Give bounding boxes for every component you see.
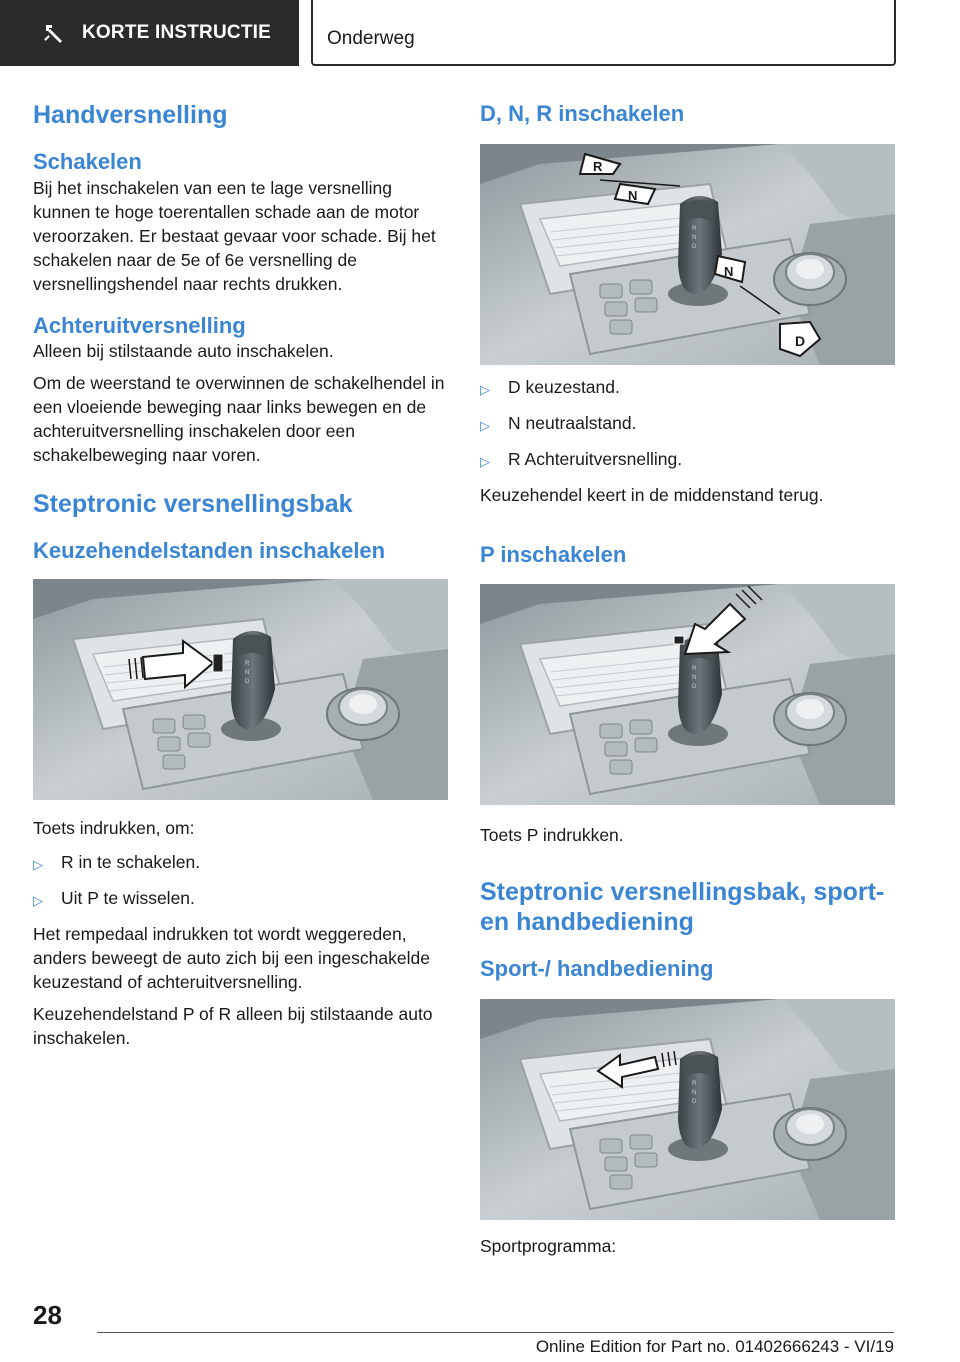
list-item: ▷ N neutraalstand. — [480, 411, 895, 438]
section-title: Onderweg — [327, 28, 415, 49]
triangle-bullet-icon: ▷ — [480, 381, 490, 397]
heading-reverse-gear: Achteruitversnelling — [33, 312, 246, 338]
paragraph-return-center: Keuzehendel keert in de middenstand terug. — [480, 484, 824, 505]
figure-sport — [480, 999, 895, 1220]
heading-selector-positions: Keuzehendelstanden inschakelen — [33, 538, 386, 563]
heading-p: P inschakelen — [480, 541, 627, 567]
triangle-bullet-icon: ▷ — [480, 417, 490, 433]
heading-shifting: Schakelen — [33, 149, 142, 174]
figure-selector-button — [33, 579, 448, 800]
heading-dnr: D, N, R inschakelen — [480, 101, 685, 126]
list-press-button — [33, 850, 448, 913]
triangle-bullet-icon: ▷ — [480, 453, 490, 469]
console-illustration — [480, 584, 895, 805]
chapter-tab[interactable] — [0, 0, 299, 66]
section-header — [311, 0, 896, 66]
wrench-icon — [40, 19, 68, 47]
paragraph-brake: Het rempedaal indrukken tot wordt weggereden, anders beweegt de auto zich bij een ingeschakelde keuzestand of achteruitversnelling. — [33, 923, 430, 992]
figure-dnr — [480, 144, 895, 365]
triangle-bullet-icon: ▷ — [33, 856, 43, 872]
paragraph-reverse-1: Alleen bij stilstaande auto inschakelen. — [33, 341, 334, 361]
list-dnr — [480, 375, 895, 474]
paragraph-sport-program: Sportprogramma: — [480, 1235, 617, 1256]
label-r: R — [593, 158, 603, 174]
list-item: ▷ D keuzestand. — [480, 375, 895, 402]
label-n-2: N — [724, 263, 734, 279]
paragraph-reverse-2: Om de weerstand te overwinnen de schakelhendel in een vloeiende beweging naar links bewegen en de achteruitversnelling inschakelen door een schakelbeweging naar voren. — [33, 373, 445, 465]
figure-p — [480, 584, 895, 805]
list-item: ▷ R Achteruitversnelling. — [480, 447, 895, 474]
heading-steptronic: Steptronic versnellingsbak — [33, 490, 353, 518]
footer-edition: Online Edition for Part no. 01402666243 - VI/19 — [535, 1337, 894, 1356]
paragraph-press-button: Toets indrukken, om: — [33, 817, 195, 838]
label-d: D — [795, 332, 806, 349]
left-column — [33, 100, 448, 1058]
page-number: 28 — [33, 1300, 62, 1330]
triangle-bullet-icon: ▷ — [33, 892, 43, 908]
paragraph-standstill: Keuzehendelstand P of R alleen bij stilstaande auto inschakelen. — [33, 1003, 433, 1048]
console-illustration — [33, 579, 448, 800]
right-column — [480, 100, 895, 1266]
heading-sport-manual: Sport-/ handbediening — [480, 956, 714, 981]
heading-steptronic-sport: Steptronic versnellingsbak, sport- en handbediening — [480, 878, 885, 936]
chapter-tab-label: KORTE INSTRUCTIE — [82, 22, 271, 43]
list-item: ▷ Uit P te wisselen. — [33, 886, 448, 913]
console-illustration — [480, 999, 895, 1220]
paragraph-shifting: Bij het inschakelen van een te lage versnelling kunnen te hoge toerentallen schade aan de motor veroorzaken. Er bestaat gevaar voor schade. Bij het schakelen naar de 5e of 6e versnelling de versnellingshendel naar rechts drukken. — [33, 177, 436, 294]
paragraph-press-p: Toets P indrukken. — [480, 825, 624, 845]
footer-divider — [97, 1332, 894, 1333]
label-n: N — [628, 187, 638, 203]
heading-manual-gearbox: Handversnelling — [33, 101, 228, 129]
list-item: ▷ R in te schakelen. — [33, 850, 448, 877]
console-illustration — [480, 144, 895, 365]
